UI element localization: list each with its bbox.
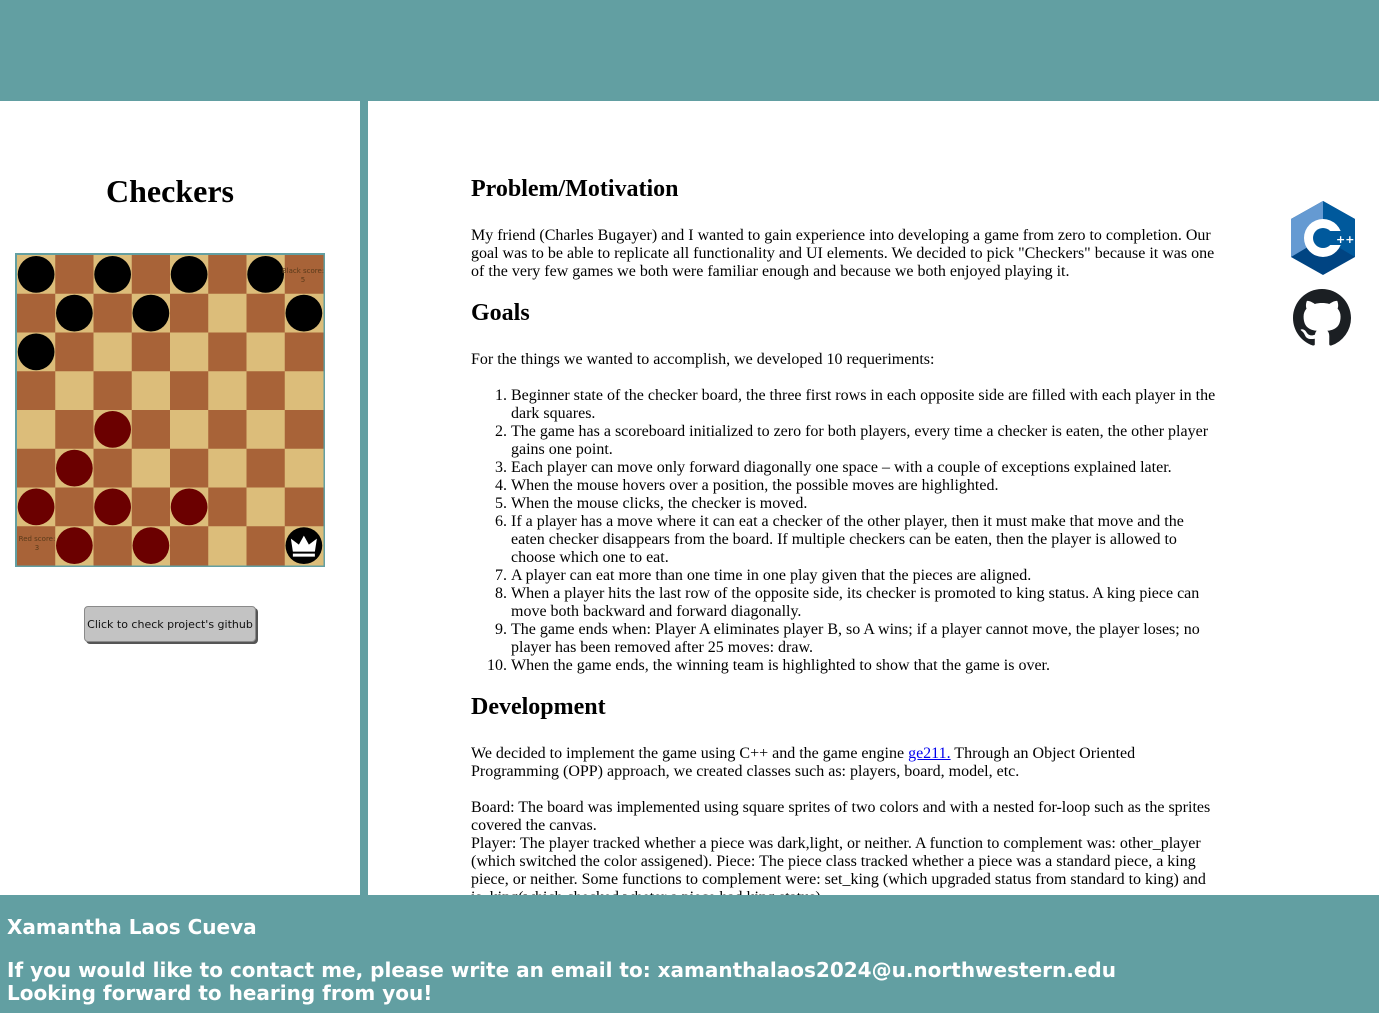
heading-problem: Problem/Motivation [471, 176, 679, 202]
board-square[interactable] [208, 371, 247, 410]
board-square[interactable] [208, 255, 247, 294]
goals-list [471, 387, 1216, 675]
goal-item: 5. When the mouse clicks, the checker is moved. [511, 495, 1216, 513]
board-square[interactable] [208, 410, 247, 449]
board-square[interactable] [247, 294, 286, 333]
board-square[interactable] [17, 371, 56, 410]
board-square[interactable] [285, 333, 324, 372]
board-square[interactable] [247, 371, 286, 410]
cpp-logo-icon[interactable] [1289, 201, 1357, 275]
black-checker-piece[interactable] [133, 295, 170, 332]
board-square[interactable] [208, 294, 247, 333]
description-content [471, 175, 1216, 925]
github-icon[interactable] [1293, 288, 1351, 348]
board-square[interactable] [94, 371, 133, 410]
board-square[interactable] [285, 449, 324, 488]
svg-text:++: ++ [1336, 233, 1355, 246]
board-square[interactable] [208, 333, 247, 372]
board-square[interactable] [170, 410, 209, 449]
board-square[interactable] [132, 488, 171, 527]
board-square[interactable] [170, 526, 209, 565]
board-square[interactable] [17, 294, 56, 333]
heading-goals: Goals [471, 300, 530, 326]
board-square[interactable] [132, 255, 171, 294]
development-paragraph [471, 745, 1216, 781]
board-square[interactable] [170, 333, 209, 372]
goal-item: 7. A player can eat more than one time in one play given that the pieces are aligned. [511, 567, 1216, 585]
board-square[interactable] [55, 410, 94, 449]
footer-name: Xamantha Laos Cueva [7, 915, 257, 939]
board-square[interactable] [170, 449, 209, 488]
black-checker-piece[interactable] [56, 295, 93, 332]
goal-item: 9. The game ends when: Player A eliminates player B, so A wins; if a player cannot move, the player loses; no player has been removed after 25 moves: draw. [511, 621, 1216, 657]
board-square[interactable] [55, 488, 94, 527]
board-square[interactable] [17, 449, 56, 488]
board-square[interactable] [170, 294, 209, 333]
board-square[interactable] [94, 294, 133, 333]
board-square[interactable] [247, 526, 286, 565]
goals-intro: For the things we wanted to accomplish, we developed 10 requeriments: [471, 351, 935, 368]
checkers-board-image [15, 253, 325, 567]
board-square[interactable] [208, 449, 247, 488]
board-square[interactable] [208, 526, 247, 565]
board-square[interactable] [208, 488, 247, 527]
black-checker-piece[interactable] [18, 256, 55, 293]
footer-closing: Looking forward to hearing from you! [7, 981, 433, 1005]
board-square[interactable] [247, 333, 286, 372]
red-checker-piece[interactable] [56, 450, 93, 487]
ge211-link[interactable]: ge211. [908, 745, 951, 762]
project-title: Checkers [106, 173, 234, 209]
footer-contact: If you would like to contact me, please write an email to: xamanthalaos2024@u.northwestern.edu [7, 958, 1116, 982]
crown-base [293, 554, 315, 557]
goal-item: 3. Each player can move only forward diagonally one space – with a couple of exceptions explained later. [511, 459, 1216, 477]
board-square[interactable] [94, 333, 133, 372]
black-checker-piece[interactable] [286, 295, 323, 332]
goal-item: 6. If a player has a move where it can eat a checker of the other player, then it must make that move and the eaten checker disappears from the board. If multiple checkers can be eaten, then the player is allowed to choose which one to eat. [511, 513, 1216, 567]
player-paragraph: Player: The player tracked whether a piece was dark,light, or neither. A function to complement was: other_player (which switched the color assigened). Piece: The piece class tracked whether a piece was a standard piece, a king piece, or neither. Some functions to complement were: set_king (which upgraded status from standard to king) and [471, 835, 1206, 888]
black-score-value: 5 [300, 276, 306, 284]
red-score-value: 3 [34, 544, 40, 552]
red-checker-piece[interactable] [94, 411, 131, 448]
board-square[interactable] [285, 410, 324, 449]
red-score-label: Red score: [18, 535, 56, 543]
heading-development: Development [471, 694, 606, 720]
red-checker-piece[interactable] [171, 489, 208, 526]
checkers-board [17, 255, 323, 565]
goal-item: 8. When a player hits the last row of the opposite side, its checker is promoted to king status. A king piece can move both backward and forward diagonally. [511, 585, 1216, 621]
dev-text-after: Through an Object Oriented Programming (OPP) approach, we created classes such as: players, board, model, etc. [471, 745, 1136, 780]
vertical-divider [360, 101, 368, 895]
board-square[interactable] [94, 449, 133, 488]
board-square[interactable] [285, 371, 324, 410]
board-square[interactable] [94, 526, 133, 565]
board-square[interactable] [247, 410, 286, 449]
black-checker-piece[interactable] [18, 334, 55, 371]
board-square[interactable] [132, 333, 171, 372]
black-score-label: Black score: [281, 267, 325, 275]
goal-item: 2. The game has a scoreboard initialized to zero for both players, every time a checker is eaten, the other player gains one point. [511, 423, 1216, 459]
board-square[interactable] [247, 488, 286, 527]
project-sidebar [0, 101, 360, 895]
goal-item: 10. When the game ends, the winning team is highlighted to show that the game is over. [511, 657, 1216, 675]
black-checker-piece[interactable] [247, 256, 284, 293]
dev-text-before: We decided to implement the game using C++ and the game engine [471, 745, 909, 762]
red-checker-piece[interactable] [56, 527, 93, 564]
project-description [368, 101, 1379, 895]
footer [0, 895, 1379, 1013]
board-square[interactable] [170, 371, 209, 410]
problem-paragraph: My friend (Charles Bugayer) and I wanted to gain experience into developing a game from zero to completion. Our goal was to be able to replicate all functionality and UI elements. We decided to pick "Checkers" because it was one of the very few games we both were familiar enough and because we both enjoyed playing it. [471, 227, 1215, 280]
red-checker-piece[interactable] [18, 489, 55, 526]
goal-item: 1. Beginner state of the checker board, the three first rows in each opposite side are filled with each player in the dark squares. [511, 387, 1216, 423]
black-checker-piece[interactable] [171, 256, 208, 293]
board-paragraph: Board: The board was implemented using square sprites of two colors and with a nested for-loop such as the sprites covered the canvas. [471, 799, 1211, 834]
red-checker-piece[interactable] [94, 489, 131, 526]
board-square[interactable] [55, 371, 94, 410]
black-checker-piece[interactable] [94, 256, 131, 293]
github-button[interactable]: Click to check project's github [84, 606, 256, 642]
top-banner [0, 0, 1379, 101]
board-square[interactable] [55, 333, 94, 372]
red-checker-piece[interactable] [133, 527, 170, 564]
goal-item: 4. When the mouse hovers over a position, the possible moves are highlighted. [511, 477, 1216, 495]
board-square[interactable] [247, 449, 286, 488]
board-square[interactable] [132, 449, 171, 488]
board-square[interactable] [132, 371, 171, 410]
board-square[interactable] [17, 410, 56, 449]
board-square[interactable] [55, 255, 94, 294]
board-square[interactable] [132, 410, 171, 449]
board-square[interactable] [285, 488, 324, 527]
